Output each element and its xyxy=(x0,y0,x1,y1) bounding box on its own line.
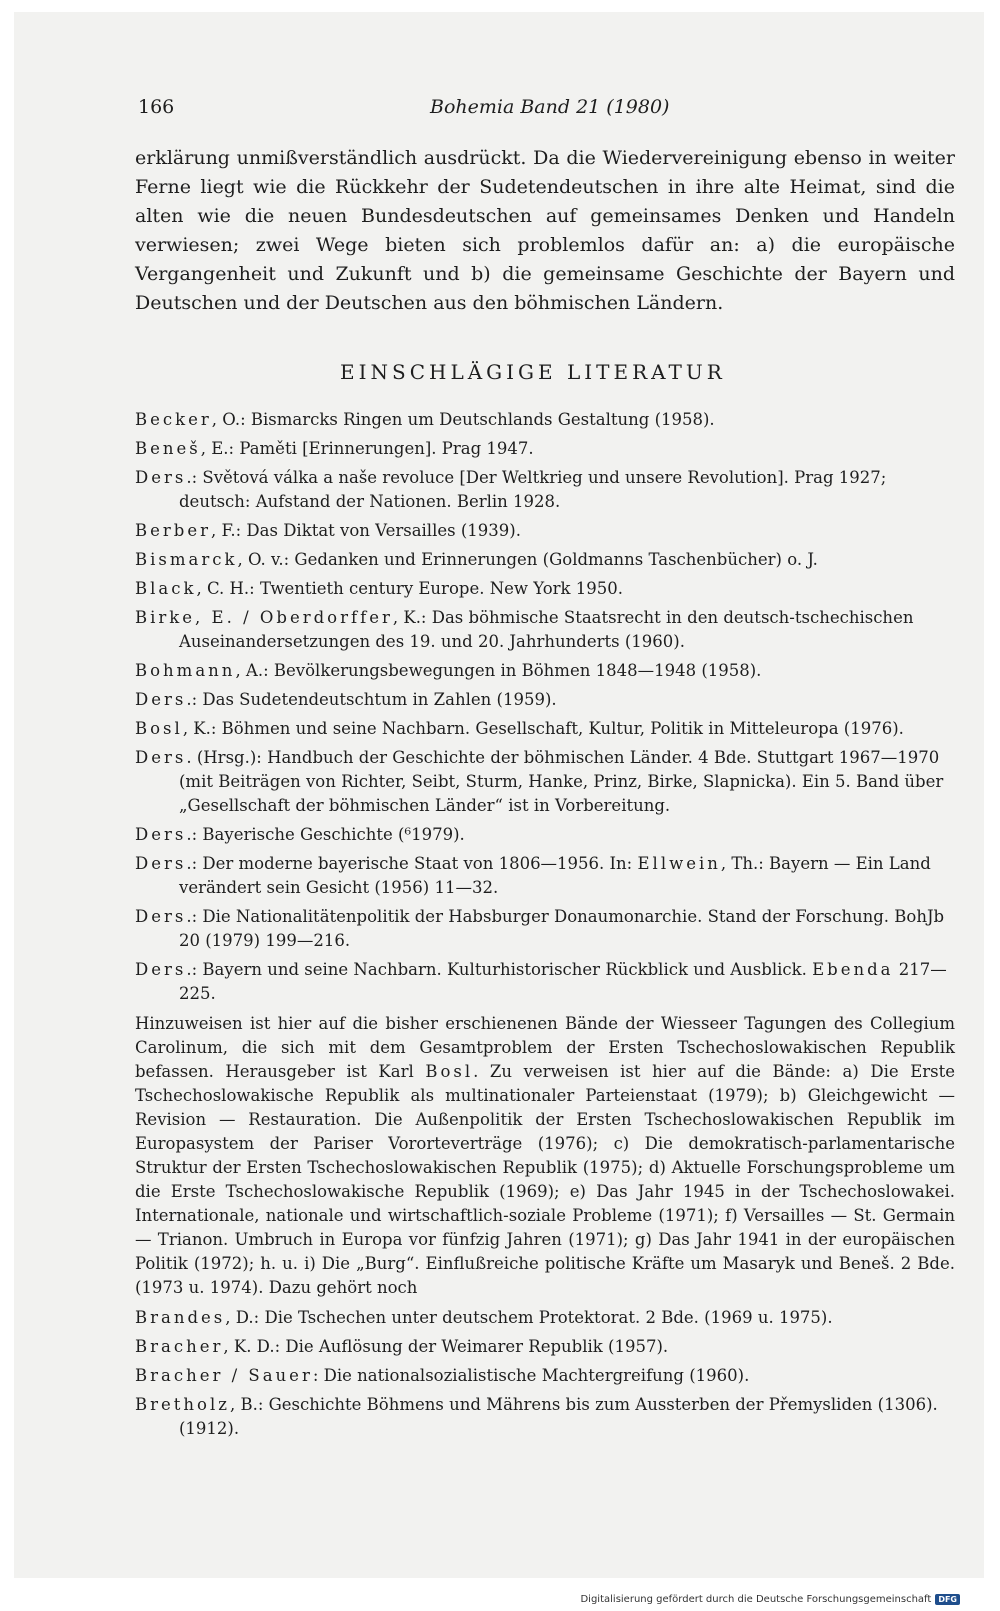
bib-entry xyxy=(135,1306,955,1330)
bib-text: , K. D.: Die Auflösung der Weimarer Republik (1957). xyxy=(223,1337,669,1356)
bib-entry xyxy=(135,408,955,432)
note-text: Hinzuweisen ist hier auf die bisher erschienenen Bände der Wiesseer Tagungen des Collegium Carolinum, die sich mit dem Gesamtproblem der Ersten Tschechoslowakischen Republik befassen. Herausgeber ist Karl xyxy=(135,1014,955,1081)
bib-entry xyxy=(135,1335,955,1359)
note-text: . Zu verweisen ist hier auf die Bände: a) Die Erste Tschechoslowakische Republik als multinationaler Parteienstaat (1979); b) Gleichgewicht — Revision — Restauration. Die Außenpolitik der Ersten Tschechoslowakischen Republik im Europasystem der Pariser Vororteverträge (1976); c) Die demokratisch-parlamentarische Struktur der Ersten Tschechoslowakischen Republik (1975); d) Aktuelle Forschungsprobleme um die Erste Tschechoslowakische Republik (1969); e) Das Jahr 1945 in der Tschechoslowakei. Internationale, nationale und wirtschaftlich-soziale Probleme (1971); f) Versailles — St. Germain — Trianon. Umbruch in Europa vor fünfzig Jahren (1971); g) Das Jahr 1941 in der europäischen Politik (1972); h. u. i) Die „Burg“. Einflußreiche politische Kräfte um Masaryk und Beneš. 2 Bde. (1973 u. 1974). Dazu gehört noch xyxy=(135,1062,955,1297)
bib-author: Birke, E. / Oberdorffer xyxy=(135,608,393,627)
bib-author: Bracher xyxy=(135,1337,224,1356)
bib-entry xyxy=(135,519,955,543)
bib-text: , K.: Das böhmische Staatsrecht in den deutsch-tschechischen Auseinandersetzungen des 19. und 20. Jahrhunderts (1960). xyxy=(179,608,914,651)
bibliography xyxy=(135,408,955,1446)
bib-author: Ders xyxy=(135,960,187,979)
running-title: Bohemia Band 21 (1980) xyxy=(430,96,670,118)
bib-text: .: Das Sudetendeutschtum in Zahlen (1959). xyxy=(186,690,557,709)
footer-credit xyxy=(580,1594,960,1605)
bib-author: Ders xyxy=(135,854,187,873)
bib-ref-author: Ellwein xyxy=(637,854,721,873)
bib-text: 217—225. xyxy=(179,960,947,1003)
bib-text: , D.: Die Tschechen unter deutschem Protektorat. 2 Bde. (1969 u. 1975). xyxy=(225,1308,833,1327)
bib-entry xyxy=(135,823,955,847)
bib-author: Bohmann xyxy=(135,661,236,680)
bib-author: Ders xyxy=(135,907,187,926)
body-paragraph: erklärung unmißverständlich ausdrückt. Da die Wiedervereinigung ebenso in weiter Ferne liegt wie die Rückkehr der Sudetendeutschen in ihre alte Heimat, sind die alten wie die neuen Bundesdeutschen auf gemeinsames Denken und Handeln verwiesen; zwei Wege bieten sich problemlos dafür an: a) die europäische Vergangenheit und Zukunft und b) die gemeinsame Geschichte der Bayern und Deutschen und der Deutschen aus den böhmischen Ländern. xyxy=(135,147,955,314)
bib-text: , A.: Bevölkerungsbewegungen in Böhmen 1848—1948 (1958). xyxy=(235,661,762,680)
section-heading: EINSCHLÄGIGE LITERATUR xyxy=(340,360,726,384)
bib-author: Black xyxy=(135,579,197,598)
bib-text: , O. v.: Gedanken und Erinnerungen (Goldmanns Taschenbücher) o. J. xyxy=(237,550,818,569)
footer-text: Digitalisierung gefördert durch die Deutsche Forschungsgemeinschaft xyxy=(580,1594,932,1605)
bib-text: .: Bayern und seine Nachbarn. Kulturhistorischer Rückblick und Ausblick. xyxy=(186,960,813,979)
bib-entry xyxy=(135,548,955,572)
bib-author: Ders xyxy=(135,690,187,709)
bib-text: , K.: Böhmen und seine Nachbarn. Gesellschaft, Kultur, Politik in Mitteleuropa (1976). xyxy=(182,719,904,738)
bib-author: Bretholz xyxy=(135,1395,230,1414)
page-number: 166 xyxy=(138,96,175,118)
bib-entry xyxy=(135,717,955,741)
bib-author: Beneš xyxy=(135,439,201,458)
bib-text: , F.: Das Diktat von Versailles (1939). xyxy=(211,521,521,540)
bib-author: Berber xyxy=(135,521,211,540)
bibliography-group-a xyxy=(135,408,955,847)
bib-text: , Th.: Bayern — Ein Land verändert sein Gesicht (1956) 11—32. xyxy=(179,854,931,897)
bib-author: Ders xyxy=(135,825,187,844)
bib-author: Brandes xyxy=(135,1308,226,1327)
bib-text: , C. H.: Twentieth century Europe. New York 1950. xyxy=(196,579,624,598)
bib-text: . (Hrsg.): Handbuch der Geschichte der böhmischen Länder. 4 Bde. Stuttgart 1967—1970 (mit Beiträgen von Richter, Seibt, Sturm, Hanke, Prinz, Birke, Slapnicka). Ein 5. Band über „Gesellschaft der böhmischen Länder“ ist in Vorbereitung. xyxy=(179,748,944,815)
bib-author: Ders xyxy=(135,748,187,767)
bib-entry xyxy=(135,905,955,953)
bib-ref: Ebenda xyxy=(812,960,894,979)
bib-author: Bismarck xyxy=(135,550,238,569)
bib-entry xyxy=(135,606,955,654)
bib-entry xyxy=(135,466,955,514)
dfg-logo: DFG xyxy=(935,1594,960,1605)
bib-text: , E.: Paměti [Erinnerungen]. Prag 1947. xyxy=(200,439,534,458)
bib-entry xyxy=(135,577,955,601)
bibliography-group-b xyxy=(135,1306,955,1441)
bib-entry xyxy=(135,1364,955,1388)
bib-text: , O.: Bismarcks Ringen um Deutschlands Gestaltung (1958). xyxy=(211,410,715,429)
bib-text: , B.: Geschichte Böhmens und Mährens bis zum Aussterben der Přemysliden (1306). (1912). xyxy=(179,1395,938,1438)
bib-entry xyxy=(135,852,955,900)
bib-text: .: Die Nationalitätenpolitik der Habsburger Donaumonarchie. Stand der Forschung. BohJb 20 (1979) 199—216. xyxy=(179,907,945,950)
bib-text: .: Der moderne bayerische Staat von 1806—1956. In: xyxy=(186,854,638,873)
bib-author: Ders xyxy=(135,468,187,487)
bib-entry xyxy=(135,437,955,461)
bib-entry xyxy=(135,688,955,712)
note-editor: Bosl xyxy=(425,1062,474,1081)
bib-author: Bosl xyxy=(135,719,183,738)
bib-text: .: Bayerische Geschichte (⁶1979). xyxy=(186,825,465,844)
bib-author: Bracher / Sauer xyxy=(135,1366,313,1385)
bib-entry xyxy=(135,659,955,683)
bib-author: Becker xyxy=(135,410,212,429)
bib-text: : Die nationalsozialistische Machtergreifung (1960). xyxy=(312,1366,750,1385)
bib-text: .: Světová válka a naše revoluce [Der Weltkrieg und unsere Revolution]. Prag 1927; deutsch: Aufstand der Nationen. Berlin 1928. xyxy=(179,468,887,511)
bib-entry xyxy=(135,958,955,1006)
bib-entry xyxy=(135,746,955,818)
bibliography-note xyxy=(135,1012,955,1300)
bib-entry xyxy=(135,1393,955,1441)
